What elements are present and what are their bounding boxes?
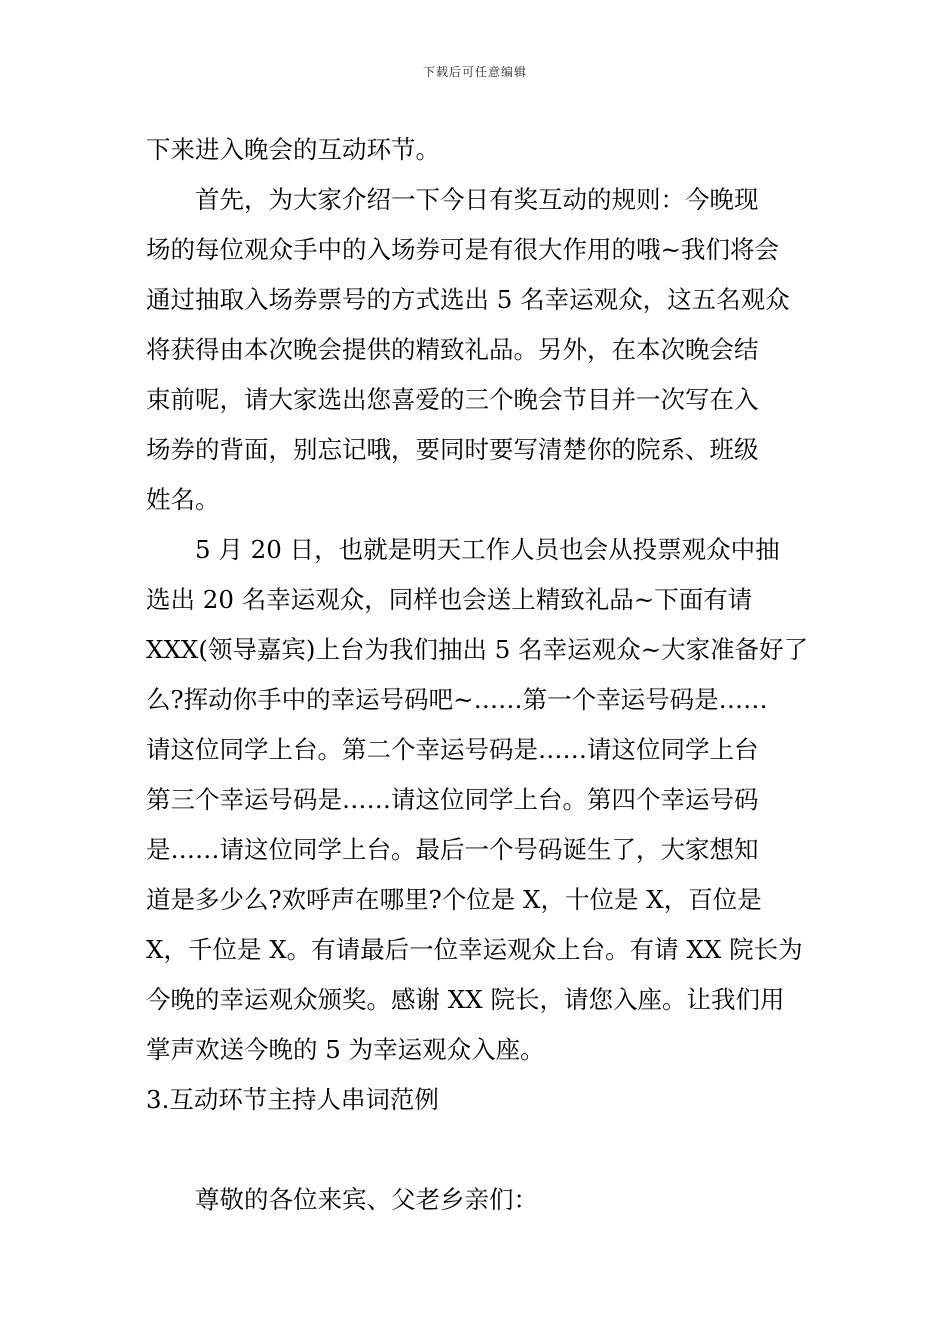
document-body [146, 125, 810, 1225]
text-line: 将获得由本次晚会提供的精致礼品。另外，在本次晚会结 [146, 335, 759, 364]
text-line: X，千位是 X。有请最后一位幸运观众上台。有请 XX 院长为 [146, 935, 803, 964]
page-header: 下载后可任意编辑 [422, 65, 527, 79]
text-line: 么?挥动你手中的幸运号码吧~……第一个幸运号码是…… [146, 685, 768, 714]
text-line: 请这位同学上台。第二个幸运号码是……请这位同学上台 [146, 735, 759, 764]
text-line: 姓名。 [146, 485, 220, 514]
text-line: 场券的背面，别忘记哦，要同时要写清楚你的院系、班级 [146, 435, 759, 464]
text-line: 下来进入晚会的互动环节。 [146, 135, 440, 164]
text-line: 掌声欢送今晚的 5 为幸运观众入座。 [146, 1035, 545, 1064]
text-line: 第三个幸运号码是……请这位同学上台。第四个幸运号码 [146, 785, 759, 814]
text-line: 5 月 20 日，也就是明天工作人员也会从投票观众中抽 [195, 535, 780, 564]
text-line: 今晚的幸运观众颁奖。感谢 XX 院长，请您入座。让我们用 [146, 985, 785, 1014]
text-line: 是……请这位同学上台。最后一个号码诞生了，大家想知 [146, 835, 759, 864]
text-line: 通过抽取入场券票号的方式选出 5 名幸运观众，这五名观众 [146, 285, 790, 314]
text-line: 首先，为大家介绍一下今日有奖互动的规则：今晚现 [195, 185, 759, 214]
section-heading: 3.互动环节主持人串词范例 [146, 1085, 439, 1114]
blank-gap [146, 1125, 810, 1175]
closing-line: 尊敬的各位来宾、父老乡亲们： [195, 1185, 538, 1214]
text-line: 场的每位观众手中的入场券可是有很大作用的哦~我们将会 [146, 235, 780, 264]
text-line: 道是多少么?欢呼声在哪里?个位是 X，十位是 X，百位是 [146, 885, 762, 914]
text-line: XXX(领导嘉宾)上台为我们抽出 5 名幸运观众~大家准备好了 [146, 635, 809, 664]
text-line: 束前呢，请大家选出您喜爱的三个晚会节目并一次写在入 [146, 385, 759, 414]
text-line: 选出 20 名幸运观众，同样也会送上精致礼品~下面有请 [146, 585, 753, 614]
